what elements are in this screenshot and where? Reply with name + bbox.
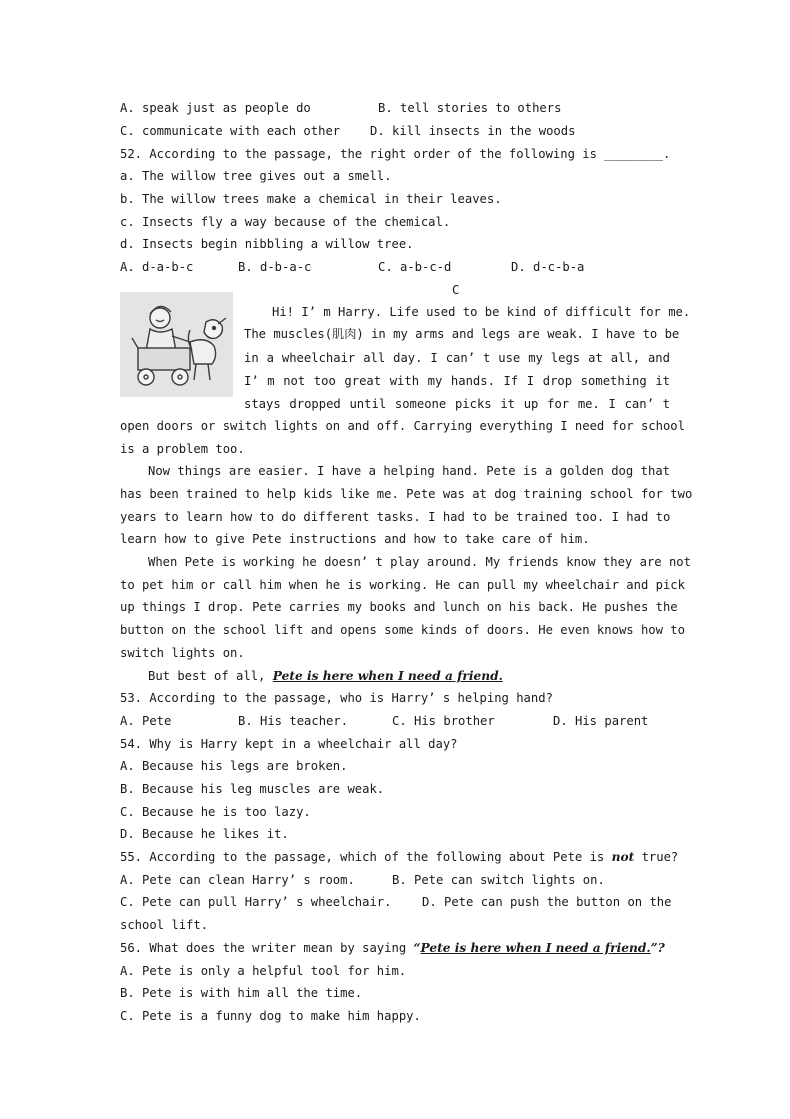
q53-option-c: C. His brother bbox=[392, 714, 495, 728]
p2-line-1: Now things are easier. I have a helping hand. Pete is a golden dog that bbox=[148, 464, 670, 478]
q56-question bbox=[120, 940, 665, 956]
q52-option-a: A. d-a-b-c bbox=[120, 260, 194, 274]
q52-option-d: D. d-c-b-a bbox=[511, 260, 585, 274]
q55-option-b: B. Pete can switch lights on. bbox=[392, 873, 605, 887]
q56-quote-open: “ bbox=[413, 941, 421, 955]
q56-emphasis: Pete is here when I need a friend. bbox=[420, 941, 651, 955]
boy-in-wheelchair-with-dog-illustration bbox=[120, 292, 233, 397]
q52-option-c: C. a-b-c-d bbox=[378, 260, 452, 274]
q55-option-d-cont: school lift. bbox=[120, 918, 209, 932]
q56-option-c: C. Pete is a funny dog to make him happy. bbox=[120, 1009, 421, 1023]
q53-option-d: D. His parent bbox=[553, 714, 649, 728]
p1-line-5: stays dropped until someone picks it up for me. I can’ t bbox=[244, 397, 670, 411]
q54-option-a: A. Because his legs are broken. bbox=[120, 759, 348, 773]
q54-option-b: B. Because his leg muscles are weak. bbox=[120, 782, 385, 796]
q55-question-pre: 55. According to the passage, which of the following about Pete is bbox=[120, 850, 612, 864]
p3-line-2: to pet him or call him when he is working. He can pull my wheelchair and pick bbox=[120, 578, 685, 592]
p4-lead: But best of all, bbox=[148, 669, 273, 683]
q53-question: 53. According to the passage, who is Harry’ s helping hand? bbox=[120, 691, 553, 705]
p4-line bbox=[148, 668, 503, 684]
q51-option-d: D. kill insects in the woods bbox=[370, 124, 576, 138]
q54-question: 54. Why is Harry kept in a wheelchair all day? bbox=[120, 737, 458, 751]
q55-question bbox=[120, 849, 678, 865]
p1-line-7: is a problem too. bbox=[120, 442, 245, 456]
p3-line-3: up things I drop. Pete carries my books and lunch on his back. He pushes the bbox=[120, 600, 678, 614]
p1-line-2: The muscles(肌肉) in my arms and legs are weak. I have to be bbox=[244, 327, 680, 341]
q51-option-b: B. tell stories to others bbox=[378, 101, 562, 115]
q56-option-b: B. Pete is with him all the time. bbox=[120, 986, 363, 1000]
q56-quote-close: ”? bbox=[650, 941, 665, 955]
p1-line-1: Hi! I’ m Harry. Life used to be kind of difficult for me. bbox=[272, 305, 691, 319]
p3-line-4: button on the school lift and opens some kinds of doors. He even knows how to bbox=[120, 623, 685, 637]
p3-line-1: When Pete is working he doesn’ t play around. My friends know they are not bbox=[148, 555, 691, 569]
q54-option-d: D. Because he likes it. bbox=[120, 827, 289, 841]
q53-option-a: A. Pete bbox=[120, 714, 172, 728]
p2-line-4: learn how to give Pete instructions and how to take care of him. bbox=[120, 532, 590, 546]
wheelchair-dog-icon bbox=[120, 292, 233, 397]
q54-option-c: C. Because he is too lazy. bbox=[120, 805, 311, 819]
q52-item-b: b. The willow trees make a chemical in their leaves. bbox=[120, 192, 502, 206]
p3-line-5: switch lights on. bbox=[120, 646, 245, 660]
q55-not: not bbox=[611, 850, 635, 864]
q52-item-d: d. Insects begin nibbling a willow tree. bbox=[120, 237, 414, 251]
q51-option-a: A. speak just as people do bbox=[120, 101, 311, 115]
q52-item-c: c. Insects fly a way because of the chemical. bbox=[120, 215, 451, 229]
p2-line-3: years to learn how to do different tasks. I had to be trained too. I had to bbox=[120, 510, 671, 524]
q55-question-post: true? bbox=[634, 850, 679, 864]
p4-emphasis: Pete is here when I need a friend. bbox=[272, 669, 503, 683]
q55-option-a: A. Pete can clean Harry’ s room. bbox=[120, 873, 355, 887]
q55-option-d: D. Pete can push the button on the bbox=[422, 895, 672, 909]
p1-line-4: I’ m not too great with my hands. If I drop something it bbox=[244, 374, 670, 388]
p2-line-2: has been trained to help kids like me. Pete was at dog training school for two bbox=[120, 487, 693, 501]
q53-option-b: B. His teacher. bbox=[238, 714, 349, 728]
p1-line-6: open doors or switch lights on and off. Carrying everything I need for school bbox=[120, 419, 685, 433]
q51-option-c: C. communicate with each other bbox=[120, 124, 341, 138]
section-heading: C bbox=[452, 283, 460, 297]
p1-line-3: in a wheelchair all day. I can’ t use my legs at all, and bbox=[244, 351, 670, 365]
q52-item-a: a. The willow tree gives out a smell. bbox=[120, 169, 392, 183]
q56-question-pre: 56. What does the writer mean by saying bbox=[120, 941, 414, 955]
q52-question: 52. According to the passage, the right order of the following is ________. bbox=[120, 147, 671, 161]
q55-option-c: C. Pete can pull Harry’ s wheelchair. bbox=[120, 895, 392, 909]
q56-option-a: A. Pete is only a helpful tool for him. bbox=[120, 964, 407, 978]
q52-option-b: B. d-b-a-c bbox=[238, 260, 312, 274]
